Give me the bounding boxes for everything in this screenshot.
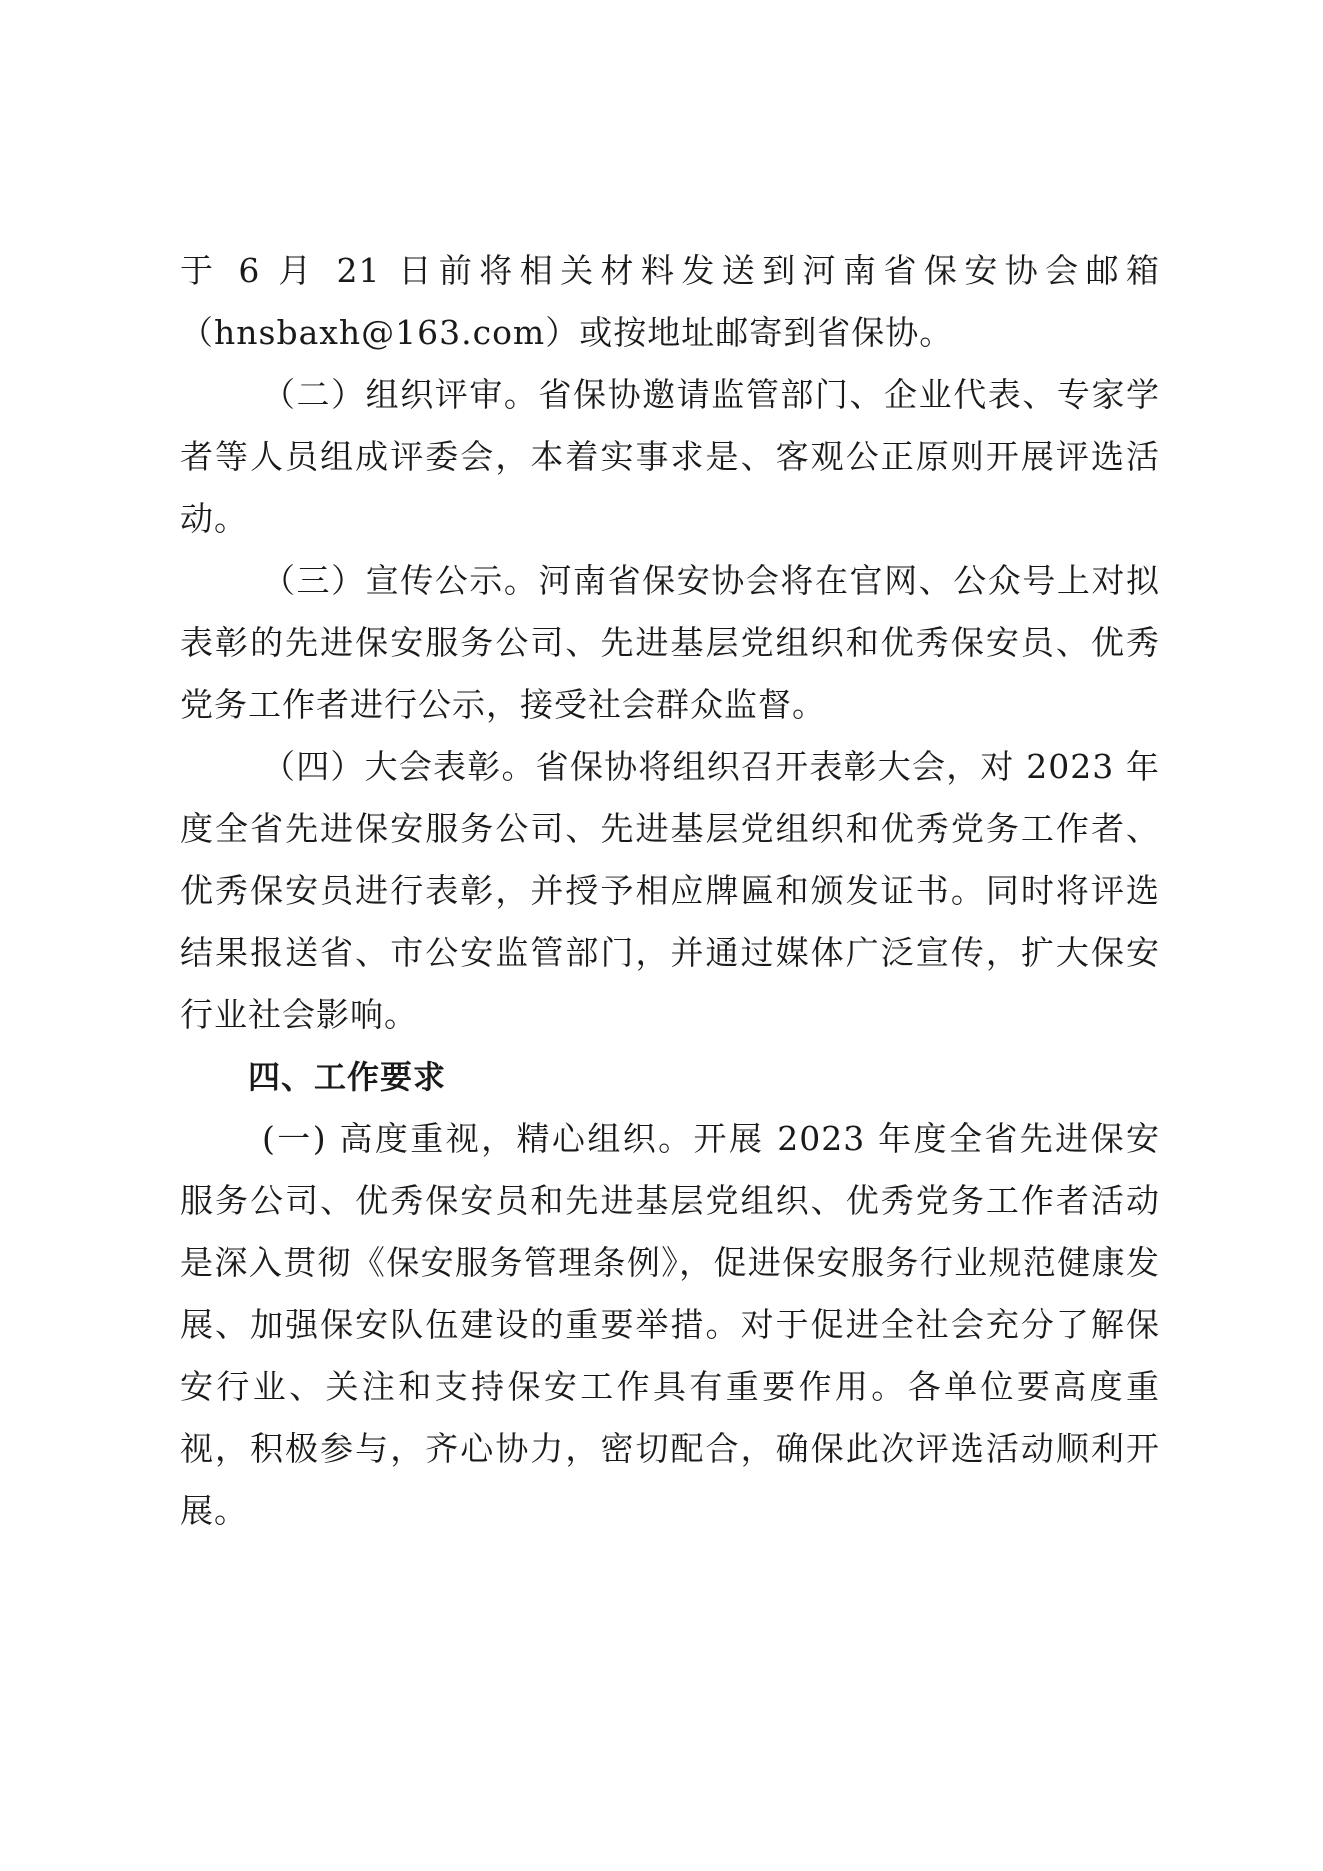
paragraph-commendation: （四）大会表彰。省保协将组织召开表彰大会，对 2023 年度全省先进保安服务公司、先进基层党组织和优秀党务工作者、优秀保安员进行表彰，并授予相应牌匾和颁发证书。同时将评选结果报送省、市公安监管部门，并通过媒体广泛宣传，扩大保安行业社会影响。 (180, 747, 1160, 1034)
paragraph-review: （二）组织评审。省保协邀请监管部门、企业代表、专家学者等人员组成评委会，本着实事求是、客观公正原则开展评选活动。 (180, 375, 1160, 538)
paragraph-submission: 于 6 月 21 日前将相关材料发送到河南省保安协会邮箱（hnsbaxh@163.com）或按地址邮寄到省保协。 (180, 251, 1160, 352)
paragraph-publicity: （三）宣传公示。河南省保安协会将在官网、公众号上对拟表彰的先进保安服务公司、先进基层党组织和优秀保安员、优秀党务工作者进行公示，接受社会群众监督。 (180, 561, 1160, 724)
document-page (180, 240, 1160, 1542)
paragraph-high-attention: (一) 高度重视，精心组织。开展 2023 年度全省先进保安服务公司、优秀保安员和先进基层党组织、优秀党务工作者活动是深入贯彻《保安服务管理条例》，促进保安服务行业规范健康发展、加强保安队伍建设的重要举措。对于促进全社会充分了解保安行业、关注和支持保安工作具有重要作用。各单位要高度重视，积极参与，齐心协力，密切配合，确保此次评选活动顺利开展。 (180, 1119, 1160, 1530)
section-heading-work-requirements: 四、工作要求 (248, 1058, 447, 1096)
